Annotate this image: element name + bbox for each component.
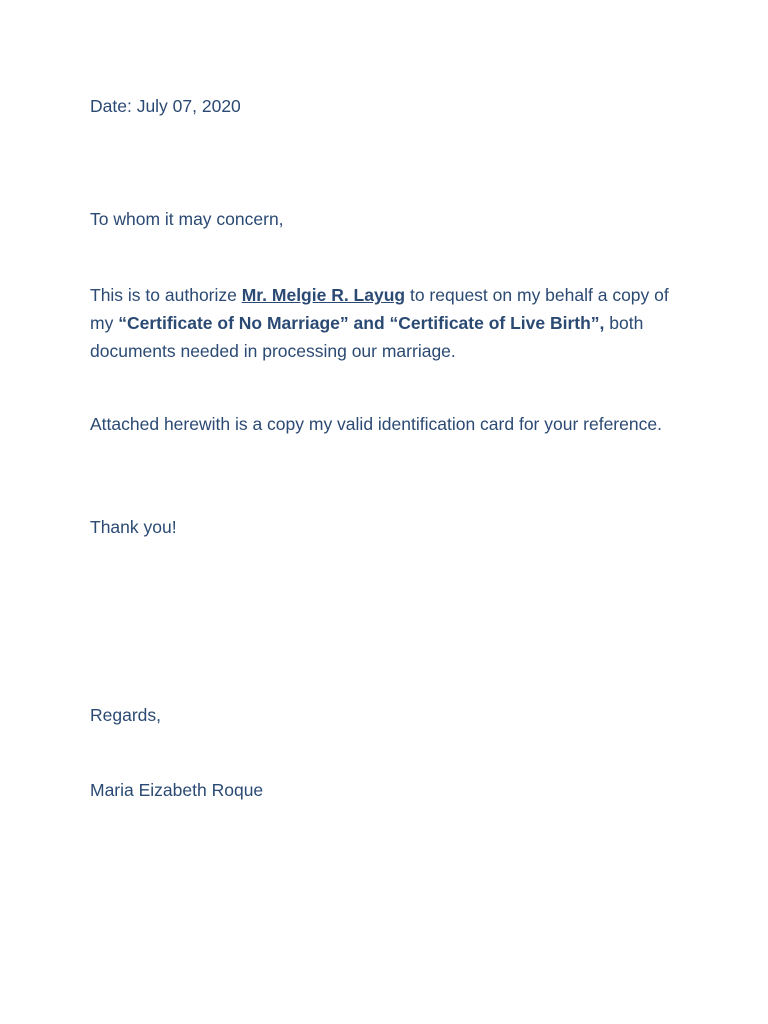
authorization-paragraph [90,281,678,365]
closing-line: Regards, [90,705,162,725]
authorized-person-name: Mr. Melgie R. Layug [241,285,406,305]
salutation: To whom it may concern, [90,209,284,229]
thank-you-line: Thank you! [90,517,177,537]
authorization-text-start: This is to authorize [90,285,242,305]
authorization-text-middle: to request on my behalf a copy of my [90,285,669,333]
signatory-name: Maria Eizabeth Roque [90,780,264,800]
letter-date: Date: July 07, 2020 [90,96,241,116]
authorization-text-end: both documents needed in processing our marriage. [90,313,644,361]
attachment-paragraph: Attached herewith is a copy my valid identification card for your reference. [90,414,662,434]
requested-documents: “Certificate of No Marriage” and “Certificate of Live Birth”, [118,313,605,333]
